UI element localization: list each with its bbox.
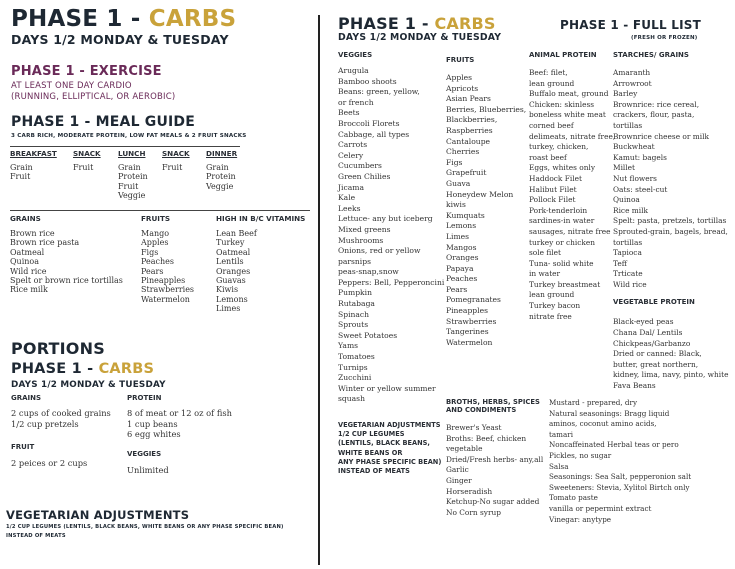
full-list-title: PHASE 1 - FULL LIST [560, 18, 701, 32]
fruit-item: Oranges [446, 253, 479, 263]
animal-protein-item: Haddock Filet [529, 173, 582, 183]
starch-item: Buckwheat [613, 142, 655, 152]
condiment-item: Tomato paste [549, 493, 598, 503]
animal-protein-item: nitrate free [529, 311, 572, 321]
veggie-item: Cabbage, all types [338, 129, 410, 139]
animal-protein-item: Tuna- solid white [529, 258, 594, 268]
fruit-item: Figs [446, 157, 463, 167]
condiment-item: tamari [549, 429, 574, 439]
vegetarian-line: ANY PHASE SPECIFIC BEAN) [338, 457, 442, 466]
fruit-item: Pomegranates [446, 295, 501, 305]
portions-phase-prefix: PHASE 1 - [11, 361, 99, 377]
fruit-item: Apples [446, 73, 473, 82]
broths-header-line-1: BROTHS, HERBS, SPICES [446, 398, 540, 406]
meal-column [118, 149, 148, 200]
starch-item: Amaranth [613, 68, 651, 77]
starch-item: Kamut: bagels [613, 152, 667, 162]
food-item: Oatmeal [216, 247, 251, 257]
portion-protein [127, 394, 232, 440]
food-group [141, 214, 194, 304]
meal-item: Fruit [10, 172, 31, 182]
fruit-item: Raspberries [446, 125, 493, 135]
veggie-item: peas-snap,snow [338, 267, 399, 277]
full-list-note: (FRESH OR FROZEN) [631, 35, 698, 41]
food-item: Brown rice [10, 229, 55, 238]
veggie-item: Lettuce- any but iceberg [338, 214, 433, 224]
animal-protein-item: Eggs, whites only [529, 163, 596, 173]
veggie-item: Jicama [338, 182, 364, 192]
veggie-item: Zucchini [338, 373, 372, 383]
animal-protein-item: sausages, nitrate free [529, 226, 611, 236]
condiment-item: Natural seasonings: Bragg liquid [549, 408, 670, 418]
animal-protein-item: Halibut Filet [529, 184, 577, 194]
starches-column [613, 51, 728, 392]
animal-protein-item: roast beef [529, 152, 567, 162]
vegetarian-line-1: 1/2 CUP LEGUMES (LENTILS, BLACK BEANS, WHITE BEANS OR ANY PHASE SPECIFIC BEAN) [6, 524, 284, 530]
portion-fruit-header: FRUIT [11, 443, 35, 451]
condiment-item: Mustard - prepared, dry [549, 398, 638, 407]
item-list [141, 229, 194, 304]
starch-item: Barley [613, 89, 638, 99]
animal-protein-item: Turkey bacon [529, 301, 581, 311]
item-list [206, 163, 237, 191]
starch-item: tortillas [613, 237, 643, 247]
fruits-column [446, 56, 526, 348]
item-list [216, 229, 305, 314]
fruit-item: Mangos [446, 242, 477, 252]
title-prefix: PHASE 1 - [11, 6, 149, 32]
starch-item: crackers, flour, pasta, [613, 110, 695, 120]
fruit-item: Guava [446, 178, 471, 188]
food-item: Apples [141, 238, 169, 248]
veggie-item: Beets [338, 108, 360, 118]
animal-protein-item: delimeats, nitrate free, [529, 131, 616, 141]
veggie-item: Leeks [338, 203, 361, 213]
food-group-header: GRAINS [10, 214, 41, 223]
vegetarian-line-2: INSTEAD OF MEATS [6, 533, 66, 539]
portion-item: 8 of meat or 12 oz of fish [127, 408, 232, 418]
meal-item: Fruit [73, 163, 94, 172]
vegetarian-line: INSTEAD OF MEATS [338, 467, 410, 476]
starch-item: Tapioca [613, 248, 642, 258]
food-item: Limes [216, 304, 241, 314]
condiment-item: vanilla or pepermint extract [549, 503, 652, 513]
food-item: Guavas [216, 276, 246, 286]
starches-header: STARCHES/ GRAINS [613, 51, 689, 59]
item-list [10, 163, 57, 182]
veggie-item: Celery [338, 150, 364, 160]
animal-protein-item: lean ground [529, 290, 575, 300]
fruit-item: Pineapples [446, 306, 488, 316]
starch-item: Arrowroot [613, 78, 652, 88]
broth-item: Ketchup-No sugar added [446, 497, 540, 507]
veggie-item: Turnips [338, 362, 368, 372]
fruit-item: Cherries [446, 147, 480, 157]
animal-protein-item: sardines-in water [529, 216, 595, 226]
food-item: Pineapples [141, 276, 186, 286]
veggie-item: Spinach [338, 309, 370, 319]
broths-column [446, 398, 543, 518]
portion-item: 2 cups of cooked grains [11, 408, 111, 418]
fruit-item: Tangerines [446, 327, 489, 337]
veggie-item: Peppers: Bell, Pepperoncini [338, 277, 445, 287]
fruit-item: Lemons [446, 221, 477, 231]
meal-column-header: DINNER [206, 149, 238, 158]
fruit-item: kiwis [446, 200, 466, 210]
item-list [162, 163, 190, 172]
meal-item: Fruit [162, 163, 183, 172]
animal-protein-item: Beef: filet, [529, 68, 568, 77]
food-item: Wild rice [10, 266, 47, 276]
food-item: Oranges [216, 266, 251, 276]
item-list [11, 408, 111, 430]
food-group [216, 214, 305, 314]
veggies-column [338, 51, 444, 405]
fruit-item: Kumquats [446, 210, 485, 220]
food-item: Spelt or brown rice tortillas [10, 276, 123, 286]
meal-item: Veggie [118, 190, 146, 200]
broth-item: No Corn syrup [446, 507, 502, 517]
food-group-header: FRUITS [141, 214, 171, 223]
animal-protein-item: turkey or chicken [529, 237, 595, 247]
fruit-item: Cantaloupe [446, 136, 491, 146]
portions-days: DAYS 1/2 MONDAY & TUESDAY [11, 380, 166, 390]
fruit-item: Limes [446, 231, 470, 241]
animal-protein-header: ANIMAL PROTEIN [529, 51, 597, 59]
food-item: Kiwis [216, 285, 239, 295]
portion-protein-header: PROTEIN [127, 394, 162, 402]
fruit-item: Watermelon [446, 337, 493, 347]
animal-protein-item: Chicken: skinless [529, 99, 595, 109]
vegetable-protein-item: butter, great northern, [613, 359, 699, 369]
veggie-item: Green Chilies [338, 171, 391, 181]
item-list [613, 68, 728, 290]
right-title-prefix: PHASE 1 - [338, 14, 435, 33]
veggie-item: Rutabaga [338, 299, 375, 309]
portions-title: PORTIONS [11, 339, 105, 358]
starch-item: Sprouted-grain, bagels, bread, [613, 226, 728, 236]
condiment-item: Sweeteners: Stevia, Xylitol Birtch only [549, 482, 690, 492]
animal-protein-item: Pork-tenderloin [529, 205, 588, 215]
vegetable-protein-item: Black-eyed peas [613, 317, 674, 327]
fruit-item: Honeydew Melon [446, 189, 514, 199]
food-item: Brown rice pasta [10, 238, 80, 248]
condiment-item: Vinegar: anytype [549, 514, 612, 524]
food-item: Peaches [141, 257, 174, 267]
right-title [338, 14, 496, 33]
portions-phase-title [11, 361, 154, 377]
food-group-header: HIGH IN B/C VITAMINS [216, 214, 306, 223]
fruit-item: Grapefruit [446, 168, 487, 178]
vegetarian-line: VEGETARIAN ADJUSTMENTS [338, 421, 441, 429]
food-group [10, 214, 123, 295]
item-list [338, 66, 444, 405]
starch-item: Oats: steel-cut [613, 184, 668, 194]
meal-item: Veggie [206, 181, 234, 191]
item-list [529, 68, 615, 322]
starch-item: Nut flowers [613, 173, 657, 183]
meal-guide-title: PHASE 1 - MEAL GUIDE [11, 114, 196, 130]
animal-protein-item: lean ground [529, 78, 575, 88]
fruit-item: Asian Pears [446, 94, 491, 104]
divider [10, 146, 240, 147]
broth-item: Horseradish [446, 486, 493, 496]
condiment-item: Salsa [549, 461, 569, 471]
animal-protein-item: Buffalo meat, ground [529, 89, 609, 99]
food-item: Pears [141, 266, 164, 276]
food-item: Figs [141, 247, 159, 257]
item-list [11, 458, 87, 468]
veggie-item: Sweet Potatoes [338, 330, 398, 340]
portions-phase-accent: CARBS [98, 361, 155, 377]
fruit-item: Papaya [446, 263, 474, 273]
fruit-item: Berries, Blueberries, [446, 104, 527, 114]
title-accent: CARBS [148, 6, 237, 32]
starch-item: Teff [613, 258, 627, 268]
food-item: Oatmeal [10, 247, 45, 257]
condiment-item: Pickles, no sugar [549, 450, 612, 460]
portion-item: 2 peices or 2 cups [11, 458, 88, 468]
food-item: Mango [141, 229, 170, 238]
portion-item: Unlimited [127, 465, 169, 475]
starch-item: Brownrice cheese or milk [613, 131, 709, 141]
fruit-item: Blackberries, [446, 115, 498, 125]
veggie-item: squash [338, 394, 365, 404]
condiment-item: Seasonings: Sea Salt, pepperonion salt [549, 472, 692, 482]
item-list [127, 465, 169, 475]
vegetarian-line: (LENTILS, BLACK BEANS, [338, 439, 430, 448]
item-list [446, 73, 526, 348]
vegetarian-line: WHITE BEANS OR [338, 448, 403, 457]
broth-item: vegetable [446, 444, 483, 454]
vegetable-protein-item: Dried or canned: Black, [613, 349, 702, 359]
veggie-item: or french [338, 97, 374, 107]
item-list [446, 423, 543, 518]
condiment-item: Noncaffeinated Herbal teas or pero [549, 440, 679, 450]
veggie-item: Sprouts [338, 320, 369, 330]
starch-item: Spelt: pasta, pretzels, tortillas [613, 216, 727, 226]
item-list [10, 229, 123, 295]
item-list [118, 163, 148, 200]
food-item: Strawberries [141, 285, 195, 295]
meal-item: Grain [206, 163, 229, 172]
broth-item: Garlic [446, 465, 469, 475]
meal-column [206, 149, 237, 191]
broth-item: Brewer's Yeast [446, 423, 502, 432]
veggie-item: Arugula [338, 66, 369, 75]
right-vegetarian-adjustments [338, 421, 441, 476]
meal-item: Protein [118, 172, 148, 182]
right-days: DAYS 1/2 MONDAY & TUESDAY [338, 32, 502, 43]
starch-item: Brownrice: rice cereal, [613, 99, 700, 109]
meal-item: Grain [118, 163, 141, 172]
starch-item: Rice milk [613, 205, 649, 215]
veggie-item: Broccoli Florets [338, 118, 400, 128]
condiments-column [549, 398, 691, 525]
broths-header-line-2: AND CONDIMENTS [446, 406, 517, 414]
portion-veggies-header: VEGGIES [127, 450, 162, 458]
portion-item: 6 egg whites [127, 429, 181, 439]
broth-item: Dried/Fresh herbs- any,all [446, 454, 544, 464]
veggie-item: Kale [338, 193, 356, 203]
vegetable-protein-item: kidney, lima, navy, pinto, white [613, 370, 729, 380]
meal-column-header: SNACK [162, 149, 190, 158]
portion-grains-header: GRAINS [11, 394, 42, 402]
vegetable-protein-item: Chana Dal/ Lentils [613, 328, 683, 338]
animal-protein-item: boneless white meat [529, 110, 606, 120]
animal-protein-item: sole filet [529, 248, 561, 258]
veggie-item: Tomatoes [338, 352, 375, 362]
veggie-item: Cucumbers [338, 161, 382, 171]
fruit-item: Strawberries [446, 316, 497, 326]
portion-item: 1 cup beans [127, 418, 178, 429]
condiment-item: aminos, coconut amino acids, [549, 419, 657, 429]
meal-column-header: LUNCH [118, 149, 146, 158]
food-item: Watermelon [141, 294, 190, 304]
meal-column [73, 149, 101, 172]
right-title-accent: CARBS [434, 14, 496, 33]
food-item: Lean Beef [216, 229, 257, 238]
exercise-line-2: (RUNNING, ELLIPTICAL, OR AEROBIC) [11, 92, 176, 102]
food-item: Quinoa [10, 257, 40, 267]
food-item: Turkey [216, 238, 245, 248]
portion-item: 1/2 cup pretzels [11, 419, 79, 429]
page-divider [318, 15, 320, 565]
veggie-item: Mushrooms [338, 235, 384, 245]
portion-grains [11, 394, 111, 430]
fruit-item: Peaches [446, 274, 478, 284]
veggie-item: Pumpkin [338, 288, 372, 298]
item-list [613, 317, 728, 391]
veggie-item: Yams [338, 341, 359, 351]
fruit-item: Apricots [446, 83, 479, 93]
veggie-item: Onions, red or yellow [338, 246, 421, 256]
vegetable-protein-item: Fava Beans [613, 381, 656, 391]
fruits-header: FRUITS [446, 56, 475, 64]
starch-item: Quinoa [613, 195, 640, 205]
starch-item: Wild rice [613, 279, 647, 289]
veggie-item: Bamboo shoots [338, 76, 397, 86]
broth-item: Broths: Beef, chicken [446, 433, 527, 443]
vegetable-protein-item: Chickpeas/Garbanzo [613, 338, 691, 348]
veggie-item: parsnips [338, 256, 371, 266]
broth-item: Ginger [446, 475, 472, 485]
animal-protein-item: turkey, chicken, [529, 142, 589, 152]
veggie-item: Beans: green, yellow, [338, 87, 420, 97]
page-title [11, 6, 236, 32]
days-subtitle: DAYS 1/2 MONDAY & TUESDAY [11, 32, 229, 47]
meal-column-header: SNACK [73, 149, 101, 158]
meal-item: Grain [10, 163, 33, 172]
meal-item: Fruit [118, 181, 139, 191]
item-list [127, 408, 232, 440]
food-item: Lentils [216, 257, 244, 267]
fruit-item: Pears [446, 284, 468, 294]
exercise-line-1: AT LEAST ONE DAY CARDIO [11, 81, 132, 91]
veggie-item: Mixed greens [338, 224, 391, 234]
meal-column [162, 149, 190, 172]
starch-item: Millet [613, 163, 636, 173]
vegetarian-title: VEGETARIAN ADJUSTMENTS [6, 508, 190, 522]
vegetarian-line: 1/2 CUP LEGUMES [338, 430, 405, 439]
meal-column-header: BREAKFAST [10, 149, 57, 158]
veggie-item: Winter or yellow summer [338, 383, 436, 393]
meal-item: Protein [206, 172, 236, 182]
veggies-header: VEGGIES [338, 51, 373, 59]
item-list [73, 163, 101, 172]
food-item: Lemons [216, 294, 248, 304]
portion-fruit [11, 443, 87, 468]
meal-guide-subtitle: 3 CARB RICH, MODERATE PROTEIN, LOW FAT MEALS & 2 FRUIT SNACKS [11, 133, 247, 139]
animal-protein-column [529, 51, 615, 322]
vegetable-protein-header: VEGETABLE PROTEIN [613, 298, 695, 307]
animal-protein-item: Turkey breastmeat [529, 279, 601, 289]
portion-veggies [127, 450, 169, 475]
divider [10, 210, 310, 211]
meal-column [10, 149, 57, 182]
starch-item: Trticate [613, 269, 643, 279]
animal-protein-item: corned beef [529, 120, 574, 130]
animal-protein-item: Pollock Filet [529, 195, 576, 205]
animal-protein-item: in water [529, 269, 561, 279]
veggie-item: Carrots [338, 140, 368, 150]
starch-item: tortillas [613, 120, 643, 130]
exercise-title: PHASE 1 - EXERCISE [11, 64, 162, 79]
food-item: Rice milk [10, 285, 48, 295]
